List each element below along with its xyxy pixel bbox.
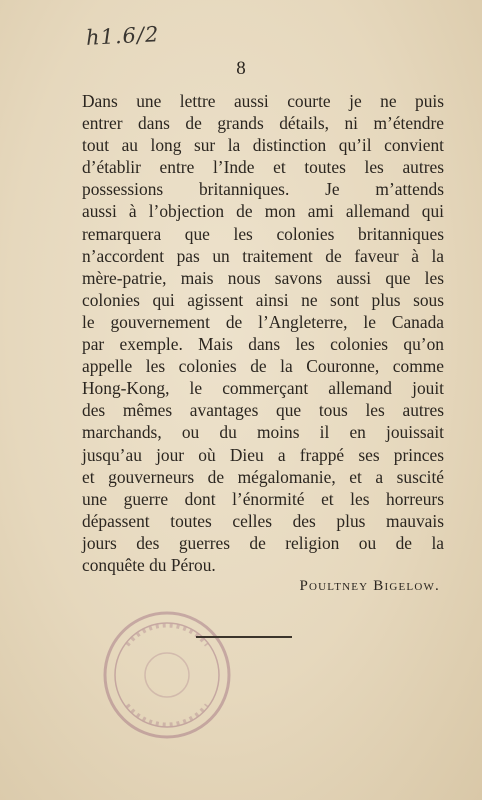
text-line: tout au long sur la distinction qu’il convient [82, 135, 444, 156]
text-line: possessions britanniques. Je m’attends [82, 179, 444, 200]
text-line: le gouvernement de l’Angleterre, le Canada [82, 311, 444, 332]
text-line: Hong-Kong, le commerçant allemand jouit [82, 378, 444, 399]
text-line: aussi à l’objection de mon ami allemand qui [82, 201, 444, 222]
text-line: et gouverneurs de mégalomanie, et a suscité [82, 466, 444, 487]
closing-rule [196, 636, 292, 638]
handwritten-shelfmark: h1.6/2 [85, 22, 160, 50]
text-line: n’accordent pas un traitement de faveur à la [82, 245, 444, 266]
text-line: appelle les colonies de la Couronne, comme [82, 356, 444, 377]
text-line: jours des guerres de religion ou de la [82, 532, 444, 553]
library-stamp-icon [97, 605, 237, 745]
text-line: entrer dans de grands détails, ni m’étendre [82, 113, 444, 134]
text-line: par exemple. Mais dans les colonies qu’on [82, 334, 444, 355]
text-line: dépassent toutes celles des plus mauvais [82, 510, 444, 531]
text-line: des mêmes avantages que tous les autres [82, 400, 444, 421]
page-number: 8 [236, 58, 246, 79]
text-line: conquête du Pérou. [82, 554, 216, 575]
body-paragraph [82, 90, 444, 576]
text-line: une guerre dont l’énormité et les horreurs [82, 488, 444, 509]
text-line: jusqu’au jour où Dieu a frappé ses princes [82, 444, 444, 465]
text-line: d’établir entre l’Inde et toutes les autres [82, 157, 444, 178]
text-line: marchands, ou du moins il en jouissait [82, 422, 444, 443]
text-line: mère-patrie, mais nous savons aussi que les [82, 267, 444, 288]
author-signature: Poultney Bigelow. [299, 578, 440, 594]
text-line: remarquera que les colonies britanniques [82, 223, 444, 244]
text-line: colonies qui agissent ainsi ne sont plus sous [82, 289, 444, 310]
text-line: Dans une lettre aussi courte je ne puis [82, 91, 444, 111]
